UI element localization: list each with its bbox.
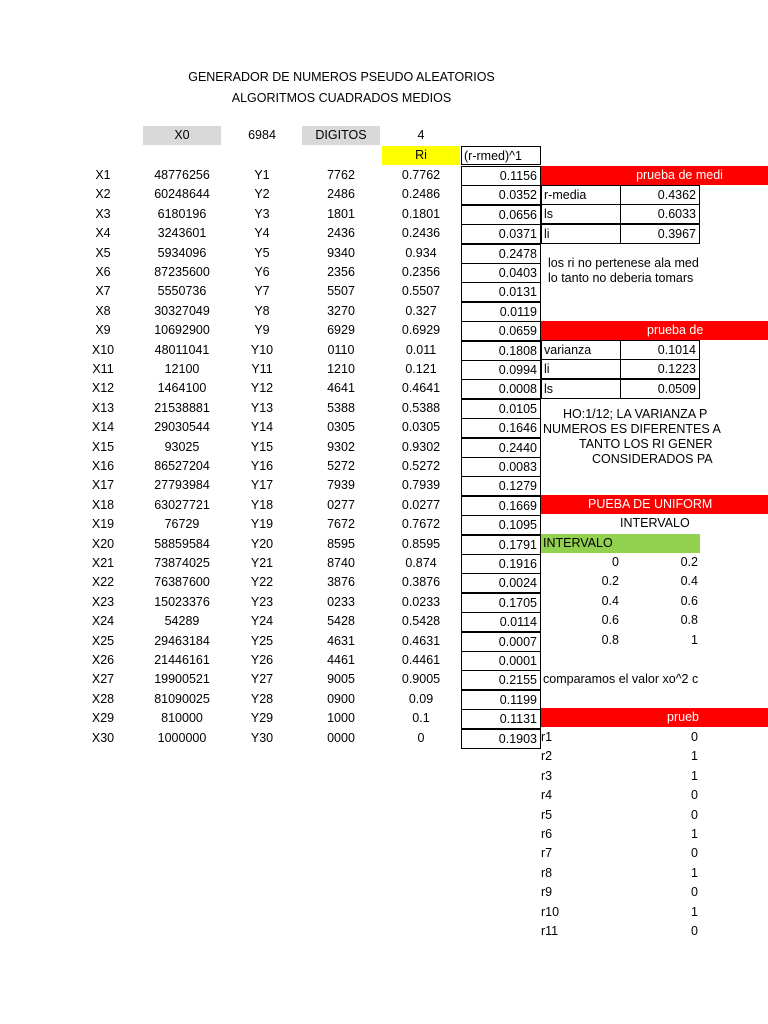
media-value-cell[interactable]: 0.3967 (620, 224, 700, 244)
x-label-cell[interactable]: X13 (91, 401, 115, 415)
x-value-cell[interactable]: 5934096 (157, 246, 207, 260)
ri-cell[interactable]: 0.4631 (401, 634, 441, 648)
x-value-cell[interactable]: 29463184 (154, 634, 210, 648)
racha-value-cell[interactable]: 0 (691, 924, 698, 938)
x-value-cell[interactable]: 76729 (164, 517, 200, 531)
ri-cell[interactable]: 0.011 (405, 343, 437, 357)
y-label-cell[interactable]: Y2 (254, 187, 270, 201)
varianza-label-cell[interactable]: li (541, 359, 621, 379)
ri-cell[interactable]: 0.7762 (401, 168, 441, 182)
y-value-cell[interactable]: 7762 (327, 168, 355, 182)
sheet-title: GENERADOR DE NUMEROS PSEUDO ALEATORIOS (188, 70, 495, 84)
y-value-cell[interactable]: 0233 (327, 595, 355, 609)
y-value-cell[interactable]: 0110 (327, 343, 355, 357)
varianza-note-line4: CONSIDERADOS PA (592, 452, 713, 466)
y-value-cell[interactable]: 0277 (327, 498, 355, 512)
sheet-subtitle: ALGORITMOS CUADRADOS MEDIOS (231, 91, 452, 105)
racha-label-cell[interactable]: r4 (541, 788, 553, 802)
x-label-cell[interactable]: X3 (95, 207, 111, 221)
x-label-cell[interactable]: X22 (91, 575, 115, 589)
x-label-cell[interactable]: X14 (91, 420, 115, 434)
y-label-cell[interactable]: Y9 (254, 323, 270, 337)
rrmed-cell[interactable]: 0.1903 (461, 729, 541, 749)
x-label-cell[interactable]: X12 (91, 381, 115, 395)
rrmed-cell[interactable]: 0.1646 (461, 418, 541, 438)
rrmed-cell[interactable]: 0.0024 (461, 573, 541, 593)
y-value-cell[interactable]: 3876 (327, 575, 355, 589)
media-value-cell[interactable]: 0.4362 (620, 185, 700, 205)
racha-label-cell[interactable]: r10 (541, 905, 560, 919)
y-value-cell[interactable]: 8595 (327, 537, 355, 551)
racha-value-cell[interactable]: 1 (691, 827, 698, 841)
x-label-cell[interactable]: X10 (91, 343, 115, 357)
ri-cell[interactable]: 0.1801 (401, 207, 441, 221)
varianza-test-header[interactable]: prueba de (541, 321, 768, 340)
y-label-cell[interactable]: Y20 (250, 537, 274, 551)
y-label-cell[interactable]: Y17 (250, 478, 274, 492)
x-label-cell[interactable]: X30 (91, 731, 115, 745)
x-label-cell[interactable]: X25 (91, 634, 115, 648)
racha-label-cell[interactable]: r11 (541, 924, 559, 938)
varianza-label-cell[interactable]: varianza (541, 340, 621, 360)
racha-label-cell[interactable]: r1 (541, 730, 553, 744)
y-value-cell[interactable]: 9302 (327, 440, 355, 454)
ri-cell[interactable]: 0.327 (405, 304, 437, 318)
rrmed-cell[interactable]: 0.0114 (461, 612, 541, 632)
y-label-cell[interactable]: Y6 (254, 265, 270, 279)
x0-label-cell[interactable]: X0 (143, 126, 221, 145)
y-value-cell[interactable]: 9340 (327, 246, 355, 260)
rrmed-cell[interactable]: 0.2478 (461, 244, 541, 264)
ri-cell[interactable]: 0.6929 (401, 323, 441, 337)
y-label-cell[interactable]: Y21 (250, 556, 274, 570)
uniformidad-note: comparamos el valor xo^2 c (543, 672, 699, 686)
x-label-cell[interactable]: X4 (95, 226, 111, 240)
intervalo-label: INTERVALO (620, 516, 690, 530)
y-value-cell[interactable]: 0900 (327, 692, 355, 706)
varianza-value-cell[interactable]: 0.1014 (620, 340, 700, 360)
media-label-cell[interactable]: r-media (541, 185, 621, 205)
x-value-cell[interactable]: 60248644 (154, 187, 210, 201)
y-label-cell[interactable]: Y27 (250, 672, 274, 686)
rrmed-cell[interactable]: 0.1095 (461, 515, 541, 535)
x-label-cell[interactable]: X17 (91, 478, 115, 492)
y-value-cell[interactable]: 1000 (327, 711, 355, 725)
ri-cell[interactable]: 0.7939 (401, 478, 441, 492)
racha-value-cell[interactable]: 0 (691, 730, 698, 744)
x-value-cell[interactable]: 86527204 (154, 459, 210, 473)
ri-cell[interactable]: 0.2486 (401, 187, 441, 201)
y-label-cell[interactable]: Y19 (250, 517, 274, 531)
racha-label-cell[interactable]: r8 (541, 866, 553, 880)
y-label-cell[interactable]: Y28 (250, 692, 274, 706)
rrmed-cell[interactable]: 0.2155 (461, 670, 541, 690)
y-value-cell[interactable]: 1210 (327, 362, 355, 376)
media-note-line1: los ri no pertenese ala med (548, 256, 699, 270)
x-value-cell[interactable]: 73874025 (154, 556, 210, 570)
racha-value-cell[interactable]: 0 (691, 808, 698, 822)
x-label-cell[interactable]: X15 (91, 440, 115, 454)
x-value-cell[interactable]: 19900521 (154, 672, 210, 686)
y-value-cell[interactable]: 4641 (327, 381, 355, 395)
interval-end-cell[interactable]: 1 (691, 633, 698, 647)
y-value-cell[interactable]: 2486 (327, 187, 355, 201)
racha-value-cell[interactable]: 1 (691, 905, 698, 919)
racha-label-cell[interactable]: r5 (541, 808, 553, 822)
y-label-cell[interactable]: Y25 (250, 634, 274, 648)
rrmed-cell[interactable]: 0.1199 (461, 690, 541, 710)
y-label-cell[interactable]: Y1 (254, 168, 270, 182)
y-value-cell[interactable]: 4631 (327, 634, 355, 648)
x-label-cell[interactable]: X6 (95, 265, 111, 279)
rrmed-cell[interactable]: 0.1131 (461, 709, 541, 729)
x-value-cell[interactable]: 63027721 (154, 498, 210, 512)
rrmed-cell[interactable]: 0.0083 (461, 457, 541, 477)
varianza-note-line2: NUMEROS ES DIFERENTES A (543, 422, 721, 436)
rrmed-cell[interactable]: 0.1669 (461, 496, 541, 516)
x-value-cell[interactable]: 76387600 (154, 575, 210, 589)
racha-value-cell[interactable]: 0 (691, 788, 698, 802)
x-label-cell[interactable]: X11 (92, 362, 114, 376)
rrmed-cell[interactable]: 0.0001 (461, 651, 541, 671)
x0-value-cell[interactable]: 6984 (248, 128, 276, 142)
y-label-cell[interactable]: Y7 (254, 284, 270, 298)
x-value-cell[interactable]: 15023376 (154, 595, 210, 609)
ri-cell[interactable]: 0.3876 (401, 575, 441, 589)
ri-cell[interactable]: 0.1 (412, 711, 430, 725)
x-value-cell[interactable]: 10692900 (154, 323, 210, 337)
rrmed-cell[interactable]: 0.0105 (461, 399, 541, 419)
x-label-cell[interactable]: X9 (95, 323, 111, 337)
y-value-cell[interactable]: 5507 (327, 284, 355, 298)
x-label-cell[interactable]: X23 (91, 595, 115, 609)
racha-value-cell[interactable]: 1 (691, 769, 698, 783)
varianza-value-cell[interactable]: 0.1223 (620, 359, 700, 379)
uniformidad-test-header[interactable]: PUEBA DE UNIFORM (541, 495, 768, 514)
y-label-cell[interactable]: Y16 (250, 459, 274, 473)
x-value-cell[interactable]: 810000 (161, 711, 203, 725)
interval-start-cell[interactable]: 0.6 (601, 613, 619, 627)
x-value-cell[interactable]: 29030544 (154, 420, 210, 434)
racha-value-cell[interactable]: 0 (691, 846, 698, 860)
x-label-cell[interactable]: X27 (91, 672, 115, 686)
racha-label-cell[interactable]: r2 (541, 749, 553, 763)
ri-cell[interactable]: 0.4461 (401, 653, 441, 667)
y-label-cell[interactable]: Y24 (250, 614, 274, 628)
interval-start-cell[interactable]: 0.2 (601, 574, 619, 588)
rrmed-cell[interactable]: 0.1808 (461, 341, 541, 361)
ri-cell[interactable]: 0.5428 (401, 614, 441, 628)
x-value-cell[interactable]: 21446161 (154, 653, 210, 667)
y-value-cell[interactable]: 2436 (327, 226, 355, 240)
rrmed-cell[interactable]: 0.1156 (461, 166, 541, 186)
y-value-cell[interactable]: 0000 (327, 731, 355, 745)
y-label-cell[interactable]: Y8 (254, 304, 270, 318)
y-value-cell[interactable]: 7672 (327, 517, 355, 531)
x-label-cell[interactable]: X8 (95, 304, 111, 318)
ri-cell[interactable]: 0.874 (405, 556, 437, 570)
y-label-cell[interactable]: Y15 (250, 440, 274, 454)
interval-end-cell[interactable]: 0.8 (680, 613, 698, 627)
ri-cell[interactable]: 0.9302 (401, 440, 441, 454)
y-label-cell[interactable]: Y4 (254, 226, 270, 240)
rrmed-cell[interactable]: 0.1791 (461, 535, 541, 555)
rrmed-cell[interactable]: 0.0352 (461, 185, 541, 205)
y-label-cell[interactable]: Y5 (254, 246, 270, 260)
x-value-cell[interactable]: 81090025 (154, 692, 210, 706)
rrmed-cell[interactable]: 0.0371 (461, 224, 541, 244)
rrmed-cell[interactable]: 0.0403 (461, 263, 541, 283)
x-value-cell[interactable]: 1000000 (157, 731, 207, 745)
ri-cell[interactable]: 0.5388 (401, 401, 441, 415)
interval-start-cell[interactable]: 0.8 (601, 633, 619, 647)
x-label-cell[interactable]: X2 (95, 187, 111, 201)
x-value-cell[interactable]: 93025 (164, 440, 200, 454)
media-label-cell[interactable]: ls (541, 204, 621, 224)
y-label-cell[interactable]: Y18 (250, 498, 274, 512)
x-value-cell[interactable]: 12100 (164, 362, 200, 376)
x-value-cell[interactable]: 3243601 (157, 226, 207, 240)
racha-value-cell[interactable]: 1 (691, 866, 698, 880)
y-label-cell[interactable]: Y26 (250, 653, 274, 667)
varianza-note-line1: HO:1/12; LA VARIANZA P (563, 407, 708, 421)
racha-label-cell[interactable]: r3 (541, 769, 553, 783)
racha-label-cell[interactable]: r6 (541, 827, 553, 841)
digitos-value-cell[interactable]: 4 (417, 128, 425, 142)
interval-start-cell[interactable]: 0 (612, 555, 619, 569)
y-label-cell[interactable]: Y3 (254, 207, 270, 221)
y-value-cell[interactable]: 0305 (327, 420, 355, 434)
y-value-cell[interactable]: 1801 (327, 207, 355, 221)
y-value-cell[interactable]: 6929 (327, 323, 355, 337)
ri-cell[interactable]: 0.2436 (401, 226, 441, 240)
ri-cell[interactable]: 0.9005 (401, 672, 441, 686)
y-value-cell[interactable]: 4461 (327, 653, 355, 667)
ri-cell[interactable]: 0 (417, 731, 425, 745)
y-label-cell[interactable]: Y29 (250, 711, 274, 725)
ri-cell[interactable]: 0.5272 (401, 459, 441, 473)
digitos-label-cell[interactable]: DIGITOS (302, 126, 380, 145)
x-label-cell[interactable]: X26 (91, 653, 115, 667)
rrmed-cell[interactable]: 0.0119 (461, 302, 541, 322)
y-value-cell[interactable]: 2356 (327, 265, 355, 279)
media-test-header[interactable]: prueba de medi (541, 166, 768, 185)
rrmed-cell[interactable]: 0.1916 (461, 554, 541, 574)
y-label-cell[interactable]: Y14 (250, 420, 274, 434)
racha-label-cell[interactable]: r7 (541, 846, 553, 860)
y-value-cell[interactable]: 5388 (327, 401, 355, 415)
varianza-note-line3: TANTO LOS RI GENER (579, 437, 713, 451)
y-label-cell[interactable]: Y11 (251, 362, 273, 376)
media-label-cell[interactable]: li (541, 224, 621, 244)
ri-cell[interactable]: 0.0233 (401, 595, 441, 609)
ri-cell[interactable]: 0.934 (405, 246, 437, 260)
y-value-cell[interactable]: 5272 (327, 459, 355, 473)
y-value-cell[interactable]: 5428 (327, 614, 355, 628)
ri-cell[interactable]: 0.0305 (401, 420, 441, 434)
x-label-cell[interactable]: X29 (91, 711, 115, 725)
x-value-cell[interactable]: 5550736 (157, 284, 207, 298)
y-value-cell[interactable]: 7939 (327, 478, 355, 492)
x-value-cell[interactable]: 48011041 (154, 343, 210, 357)
rrmed-header-cell[interactable]: (r-rmed)^1 (461, 146, 541, 165)
ri-cell[interactable]: 0.121 (405, 362, 437, 376)
y-value-cell[interactable]: 8740 (327, 556, 355, 570)
ri-header-cell[interactable]: Ri (382, 146, 460, 165)
x-value-cell[interactable]: 87235600 (154, 265, 210, 279)
rrmed-cell[interactable]: 0.0008 (461, 379, 541, 399)
rrmed-cell[interactable]: 0.2440 (461, 438, 541, 458)
x-label-cell[interactable]: X5 (95, 246, 111, 260)
x-label-cell[interactable]: X19 (91, 517, 115, 531)
x-value-cell[interactable]: 1464100 (157, 381, 207, 395)
y-label-cell[interactable]: Y30 (250, 731, 274, 745)
racha-value-cell[interactable]: 1 (691, 749, 698, 763)
y-label-cell[interactable]: Y10 (250, 343, 274, 357)
racha-label-cell[interactable]: r9 (541, 885, 553, 899)
ri-cell[interactable]: 0.4641 (401, 381, 441, 395)
interval-start-cell[interactable]: 0.4 (601, 594, 619, 608)
ri-cell[interactable]: 0.0277 (401, 498, 441, 512)
x-value-cell[interactable]: 54289 (164, 614, 200, 628)
rrmed-cell[interactable]: 0.1705 (461, 593, 541, 613)
varianza-value-cell[interactable]: 0.0509 (620, 379, 700, 399)
rrmed-cell[interactable]: 0.0659 (461, 321, 541, 341)
ri-cell[interactable]: 0.09 (408, 692, 434, 706)
rachas-test-header[interactable]: prueb (541, 708, 768, 727)
x-label-cell[interactable]: X24 (91, 614, 115, 628)
x-label-cell[interactable]: X28 (91, 692, 115, 706)
rrmed-cell[interactable]: 0.0994 (461, 360, 541, 380)
interval-end-cell[interactable]: 0.4 (680, 574, 698, 588)
ri-cell[interactable]: 0.5507 (401, 284, 441, 298)
x-value-cell[interactable]: 58859584 (154, 537, 210, 551)
x-value-cell[interactable]: 30327049 (154, 304, 210, 318)
rrmed-cell[interactable]: 0.1279 (461, 476, 541, 496)
intervalo-green-header[interactable]: INTERVALO (541, 534, 700, 553)
x-label-cell[interactable]: X18 (91, 498, 115, 512)
interval-end-cell[interactable]: 0.6 (680, 594, 698, 608)
y-value-cell[interactable]: 9005 (327, 672, 355, 686)
x-label-cell[interactable]: X20 (91, 537, 115, 551)
varianza-label-cell[interactable]: ls (541, 379, 621, 399)
rrmed-cell[interactable]: 0.0656 (461, 205, 541, 225)
x-value-cell[interactable]: 21538881 (154, 401, 210, 415)
ri-cell[interactable]: 0.2356 (401, 265, 441, 279)
y-value-cell[interactable]: 3270 (327, 304, 355, 318)
interval-end-cell[interactable]: 0.2 (680, 555, 698, 569)
x-value-cell[interactable]: 27793984 (154, 478, 210, 492)
x-value-cell[interactable]: 6180196 (157, 207, 207, 221)
rrmed-cell[interactable]: 0.0131 (461, 282, 541, 302)
x-label-cell[interactable]: X7 (95, 284, 111, 298)
ri-cell[interactable]: 0.8595 (401, 537, 441, 551)
y-label-cell[interactable]: Y22 (250, 575, 274, 589)
y-label-cell[interactable]: Y13 (250, 401, 274, 415)
media-note-line2: lo tanto no deberia tomars (548, 271, 694, 285)
x-label-cell[interactable]: X16 (91, 459, 115, 473)
y-label-cell[interactable]: Y23 (250, 595, 274, 609)
racha-value-cell[interactable]: 0 (691, 885, 698, 899)
ri-cell[interactable]: 0.7672 (401, 517, 441, 531)
media-value-cell[interactable]: 0.6033 (620, 204, 700, 224)
y-label-cell[interactable]: Y12 (250, 381, 274, 395)
x-label-cell[interactable]: X21 (91, 556, 115, 570)
x-label-cell[interactable]: X1 (95, 168, 111, 182)
x-value-cell[interactable]: 48776256 (154, 168, 210, 182)
rrmed-cell[interactable]: 0.0007 (461, 632, 541, 652)
